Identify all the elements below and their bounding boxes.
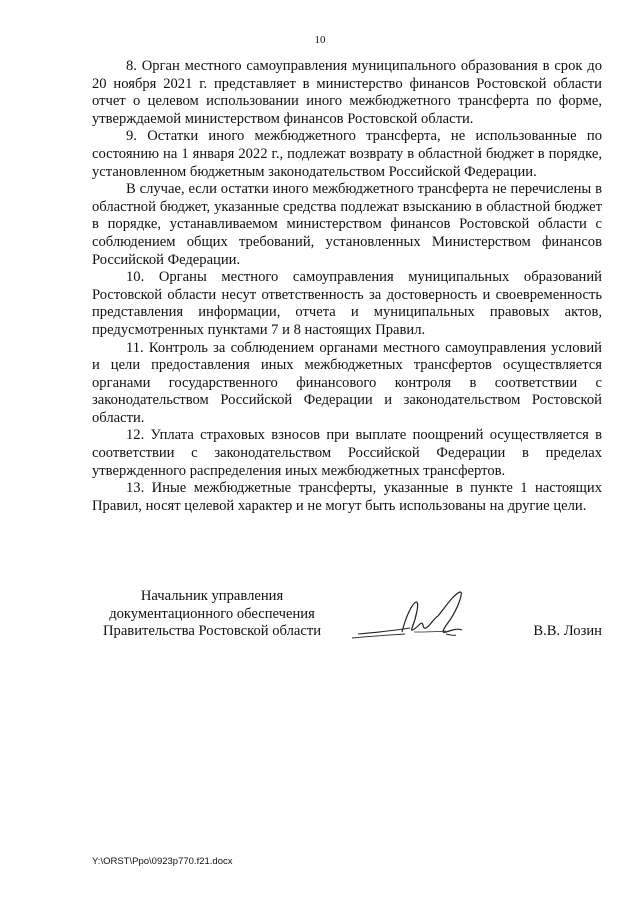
paragraph-12: 12. Уплата страховых взносов при выплате поощрений осуществляется в соответствии с законодательством Российской Федерации в пределах утвержденного распределения иных межбюджетных трансфертов. [92,427,602,479]
paragraph-11: 11. Контроль за соблюдением органами местного самоуправления условий и цели предоставления иных межбюджетных трансфертов осуществляется органами государственного финансового контроля в соответствии с законодательством Российской Федерации и законодательством Ростовской области. [92,339,602,426]
paragraph-9: 9. Остатки иного межбюджетного трансферта, не использованные по состоянию на 1 января 2022 г., подлежат возврату в областной бюджет в порядке, установленном бюджетным законодательством Российской Федерации. [92,128,602,180]
signatory-title-line: Начальник управления [140,588,284,604]
handwritten-signature [350,588,480,646]
paragraph-13: 13. Иные межбюджетные трансферты, указанные в пункте 1 настоящих Правил, носят целевой характер и не могут быть использованы на другие цели. [92,480,602,514]
paragraph-10: 10. Органы местного самоуправления муниципальных образований Ростовской области несут ответственность за достоверность и своевременность представления информации, отчета и муниципальных правовых актов, предусмотренных пунктами 7 и 8 настоящих Правил. [92,269,602,338]
signatory-name: В.В. Лозин [533,623,602,639]
page-number: 10 [314,34,326,46]
signatory-title-line: документационного обеспечения [109,605,315,622]
paragraph-8: 8. Орган местного самоуправления муниципального образования в срок до 20 ноября 2021 г. представляет в министерство финансов Ростовской области отчет о целевом использовании иного межбюджетного трансферта по форме, утверждаемой министерством финансов Ростовской области. [92,58,602,127]
signature-block [92,588,602,648]
paragraph-9-continuation: В случае, если остатки иного межбюджетного трансферта не перечислены в областной бюджет, указанные средства подлежат взысканию в областной бюджет в порядке, устанавливаемом министерством финансов Ростовской области с соблюдением общих требований, установленных Министерством финансов Российской Федерации. [92,181,602,268]
signatory-title [92,588,332,641]
signatory-title-line: Правительства Ростовской области [102,623,322,640]
document-body [92,58,602,515]
file-path-footer: Y:\ORST\Ppo\0923p770.f21.docx [92,856,233,867]
